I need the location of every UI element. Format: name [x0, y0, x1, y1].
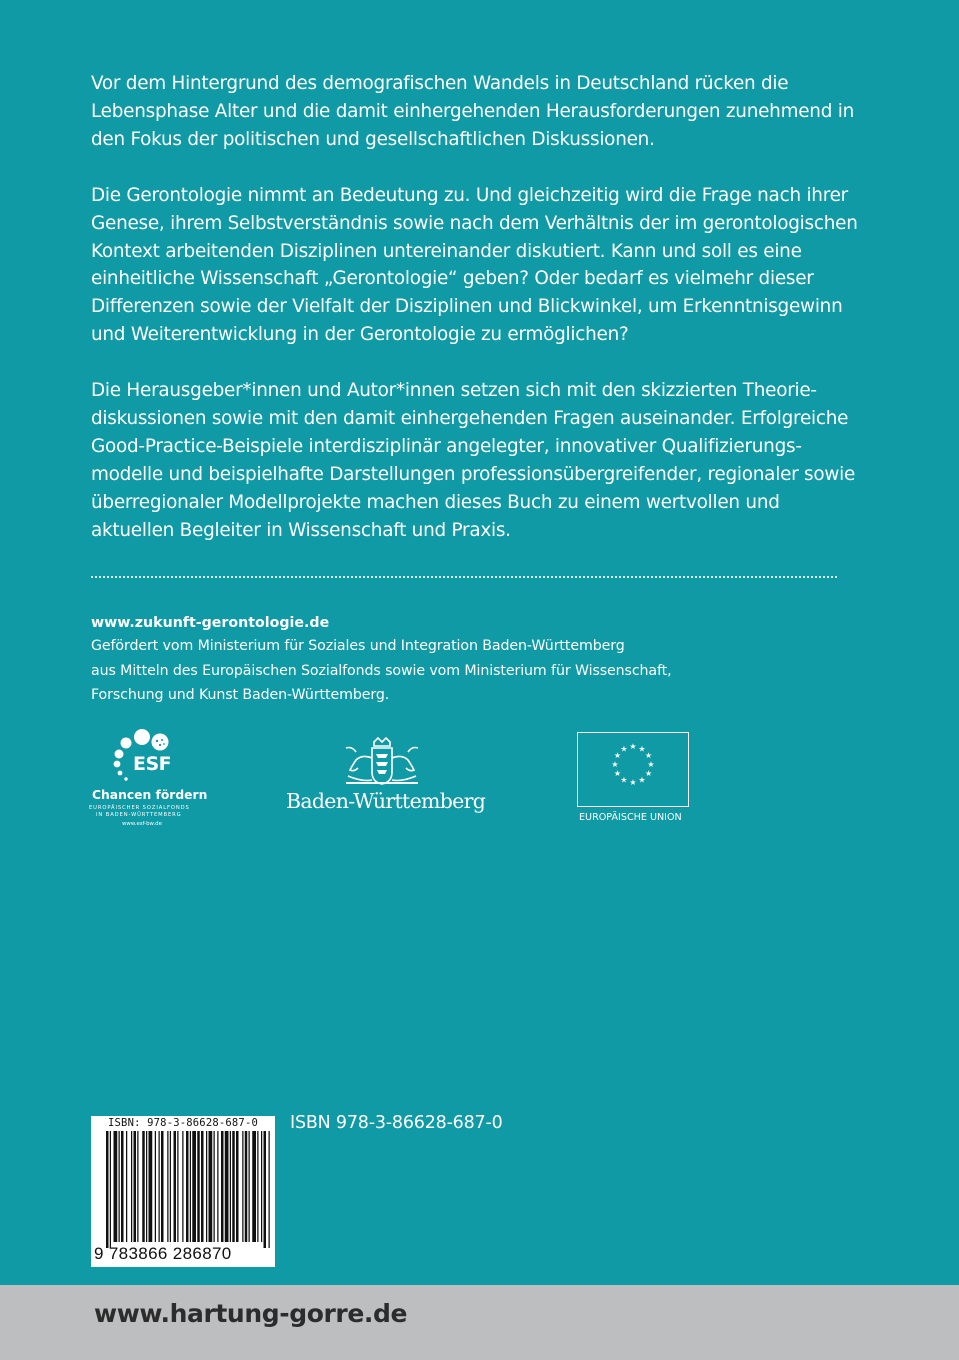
barcode-bar [209, 1131, 213, 1242]
barcode-bar [214, 1131, 215, 1242]
barcode-bar [119, 1131, 120, 1242]
isbn-barcode [91, 1116, 275, 1267]
barcode-bar [217, 1131, 218, 1242]
barcode-bar [245, 1131, 248, 1242]
barcode-bar [149, 1131, 153, 1242]
project-url[interactable]: www.zukunft-gerontologie.de [91, 615, 330, 631]
barcode-bar [186, 1131, 189, 1242]
esf-subline-1: EUROPÄISCHER SOZIALFONDS [89, 805, 190, 811]
svg-text:★: ★ [638, 744, 646, 754]
barcode-bar [269, 1131, 270, 1248]
barcode-bar [142, 1131, 145, 1242]
svg-text:★: ★ [647, 760, 655, 769]
esf-logo [88, 728, 208, 832]
barcode-bar [221, 1131, 224, 1242]
svg-text:★: ★ [611, 760, 619, 769]
publisher-footer [0, 1285, 959, 1360]
isbn-number: ISBN 978-3-86628-687-0 [290, 1113, 503, 1133]
barcode-bar [192, 1131, 196, 1242]
svg-text:★: ★ [613, 751, 621, 760]
barcode-bar [170, 1131, 171, 1242]
blurb-text [91, 70, 861, 573]
barcode-bar [249, 1131, 250, 1242]
barcode-bar [137, 1131, 138, 1242]
esf-web: www.esf-bw.de [122, 821, 162, 827]
coat-of-arms-icon [342, 736, 432, 788]
barcode-bar [261, 1131, 262, 1242]
barcode-bar [167, 1131, 168, 1242]
funding-notice [91, 612, 811, 708]
funding-line-1: Gefördert vom Ministerium für Soziales und Integration Baden-Württemberg [91, 638, 625, 654]
blurb-paragraph-1: Vor dem Hintergrund des demografischen Wandels in Deutschland rücken die Lebensphase Alter und die damit einhergehenden Herausforderungen zunehmend in den Fokus der politischen und gesellschaftlichen Diskussionen. [91, 73, 854, 150]
barcode-bar [190, 1131, 191, 1242]
dotted-divider [91, 576, 837, 578]
barcode-bar [131, 1131, 132, 1242]
barcode-bar [242, 1131, 243, 1242]
eu-flag [577, 732, 689, 807]
funding-line-3: Forschung und Kunst Baden-Württemberg. [91, 687, 390, 703]
esf-wordmark: ESF [133, 753, 172, 775]
barcode-bar [182, 1131, 183, 1242]
barcode-bar [161, 1131, 164, 1242]
esf-subline-2: IN BADEN-WÜRTTEMBERG [96, 812, 182, 818]
esf-claim: Chancen fördern [92, 788, 208, 802]
barcode-bar [252, 1131, 256, 1242]
barcode-bar [264, 1131, 267, 1248]
barcode-digits: 9 783866 286870 [94, 1244, 232, 1263]
eu-logo [577, 732, 691, 828]
barcode-bar [257, 1131, 258, 1242]
barcode-bar [236, 1131, 239, 1242]
svg-text:★: ★ [629, 742, 637, 751]
bw-wordmark: Baden-Württemberg [286, 789, 486, 813]
blurb-paragraph-3: Die Herausgeber*innen und Autor*innen setzen sich mit den skizzierten Theorie-diskussionen sowie mit den damit einhergehenden Fragen auseinander. Erfolgreiche Good-Practice-Beispiele interdisziplinär angelegter, innovativer Qualifizierungs-modelle und beispielhafte Darstellungen professionsübergreifender, regionaler sowie überregionaler Modellprojekte machen dieses Buch zu einem wertvollen und aktuellen Begleiter in Wissenschaft und Praxis. [91, 380, 856, 541]
barcode-bar [146, 1131, 147, 1242]
svg-text:★: ★ [629, 778, 637, 787]
barcode-bar [134, 1131, 137, 1242]
barcode-bar [106, 1131, 109, 1248]
barcode-bar [174, 1131, 177, 1242]
barcode-bar [159, 1131, 160, 1242]
barcode-bar [110, 1131, 111, 1248]
barcode-bar [177, 1131, 178, 1242]
barcode-bar [121, 1131, 124, 1242]
eu-stars-icon [578, 733, 688, 805]
barcode-bar [206, 1131, 207, 1242]
svg-text:★: ★ [620, 744, 628, 754]
barcode-bar [114, 1131, 118, 1242]
barcode-bar [197, 1131, 200, 1242]
barcode-bar [225, 1131, 229, 1242]
eu-wordmark: EUROPÄISCHE UNION [579, 812, 682, 823]
barcode-label: ISBN: 978-3-86628-687-0 [108, 1117, 258, 1129]
svg-text:★: ★ [613, 769, 621, 778]
blurb-paragraph-2: Die Gerontologie nimmt an Bedeutung zu. Und gleichzeitig wird die Frage nach ihrer Genese, ihrem Selbstverständnis sowie nach dem Verhältnis der im gerontologischen Kontext arbeitenden Disziplinen untereinander diskutiert. Kann und soll es eine einheitliche Wissenschaft „Gerontologie“ geben? Oder bedarf es vielmehr dieser Differenzen sowie der Vielfalt der Disziplinen und Blickwinkel, um Erkenntnisgewinn und Weiterentwicklung in der Gerontologie zu ermöglichen? [91, 184, 858, 346]
svg-text:★: ★ [645, 751, 653, 760]
baden-wuerttemberg-logo [286, 736, 490, 822]
barcode-bar [155, 1131, 156, 1242]
barcode-bar [201, 1131, 204, 1242]
barcode-bar [232, 1131, 235, 1242]
publisher-url[interactable]: www.hartung-gorre.de [94, 1299, 408, 1328]
svg-text:★: ★ [645, 769, 653, 778]
svg-text:★: ★ [620, 775, 628, 785]
funding-line-2: aus Mitteln des Europäischen Sozialfonds sowie vom Ministerium für Wissenschaft, [91, 662, 672, 679]
barcode-bar [126, 1131, 127, 1242]
svg-text:★: ★ [638, 775, 646, 785]
barcode-bar [230, 1131, 231, 1242]
